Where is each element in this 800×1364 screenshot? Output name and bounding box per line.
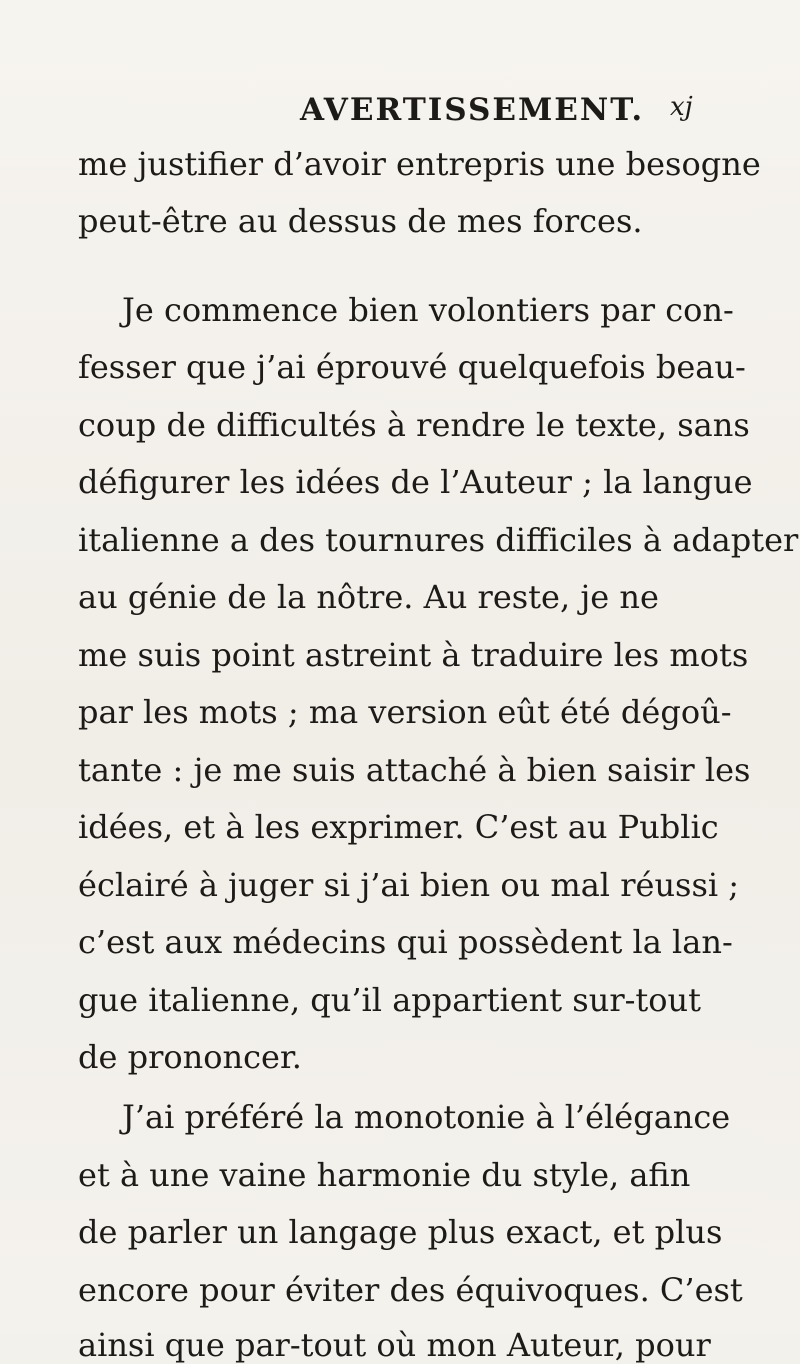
text-line: tante : je me suis attaché à bien saisir les (78, 751, 751, 789)
page-number: xj (670, 92, 693, 122)
text-line: de parler un langage plus exact, et plus (78, 1213, 723, 1251)
text-line: fesser que j’ai éprouvé quelquefois beau- (78, 348, 746, 386)
text-line: éclairé à juger si j’ai bien ou mal réussi ; (78, 866, 740, 904)
paragraph-line: J’ai préféré la monotonie à l’élégance (122, 1098, 731, 1136)
text-line: gue italienne, qu’il appartient sur-tout (78, 981, 702, 1019)
text-line: par les mots ; ma version eût été dégoû- (78, 693, 732, 731)
text-line: de prononcer. (78, 1038, 302, 1076)
text-line: encore pour éviter des équivoques. C’est (78, 1271, 743, 1309)
running-title: AVERTISSEMENT. (300, 92, 645, 128)
text-line: ainsi que par-tout où mon Auteur, pour (78, 1326, 711, 1364)
text-line: coup de difficultés à rendre le texte, sans (78, 406, 750, 444)
text-line: me justifier d’avoir entrepris une besogne (78, 145, 761, 183)
text-line: peut-être au dessus de mes forces. (78, 202, 643, 240)
text-line: défigurer les idées de l’Auteur ; la langue (78, 463, 753, 501)
text-line: me suis point astreint à traduire les mots (78, 636, 749, 674)
page-header (0, 92, 800, 126)
text-line: et à une vaine harmonie du style, afin (78, 1156, 691, 1194)
text-line: c’est aux médecins qui possèdent la lan- (78, 923, 733, 961)
text-line: idées, et à les exprimer. C’est au Public (78, 808, 719, 846)
text-line: au génie de la nôtre. Au reste, je ne (78, 578, 659, 616)
text-line: italienne a des tournures difficiles à adapter (78, 521, 799, 559)
paragraph-line: Je commence bien volontiers par con- (122, 291, 734, 329)
